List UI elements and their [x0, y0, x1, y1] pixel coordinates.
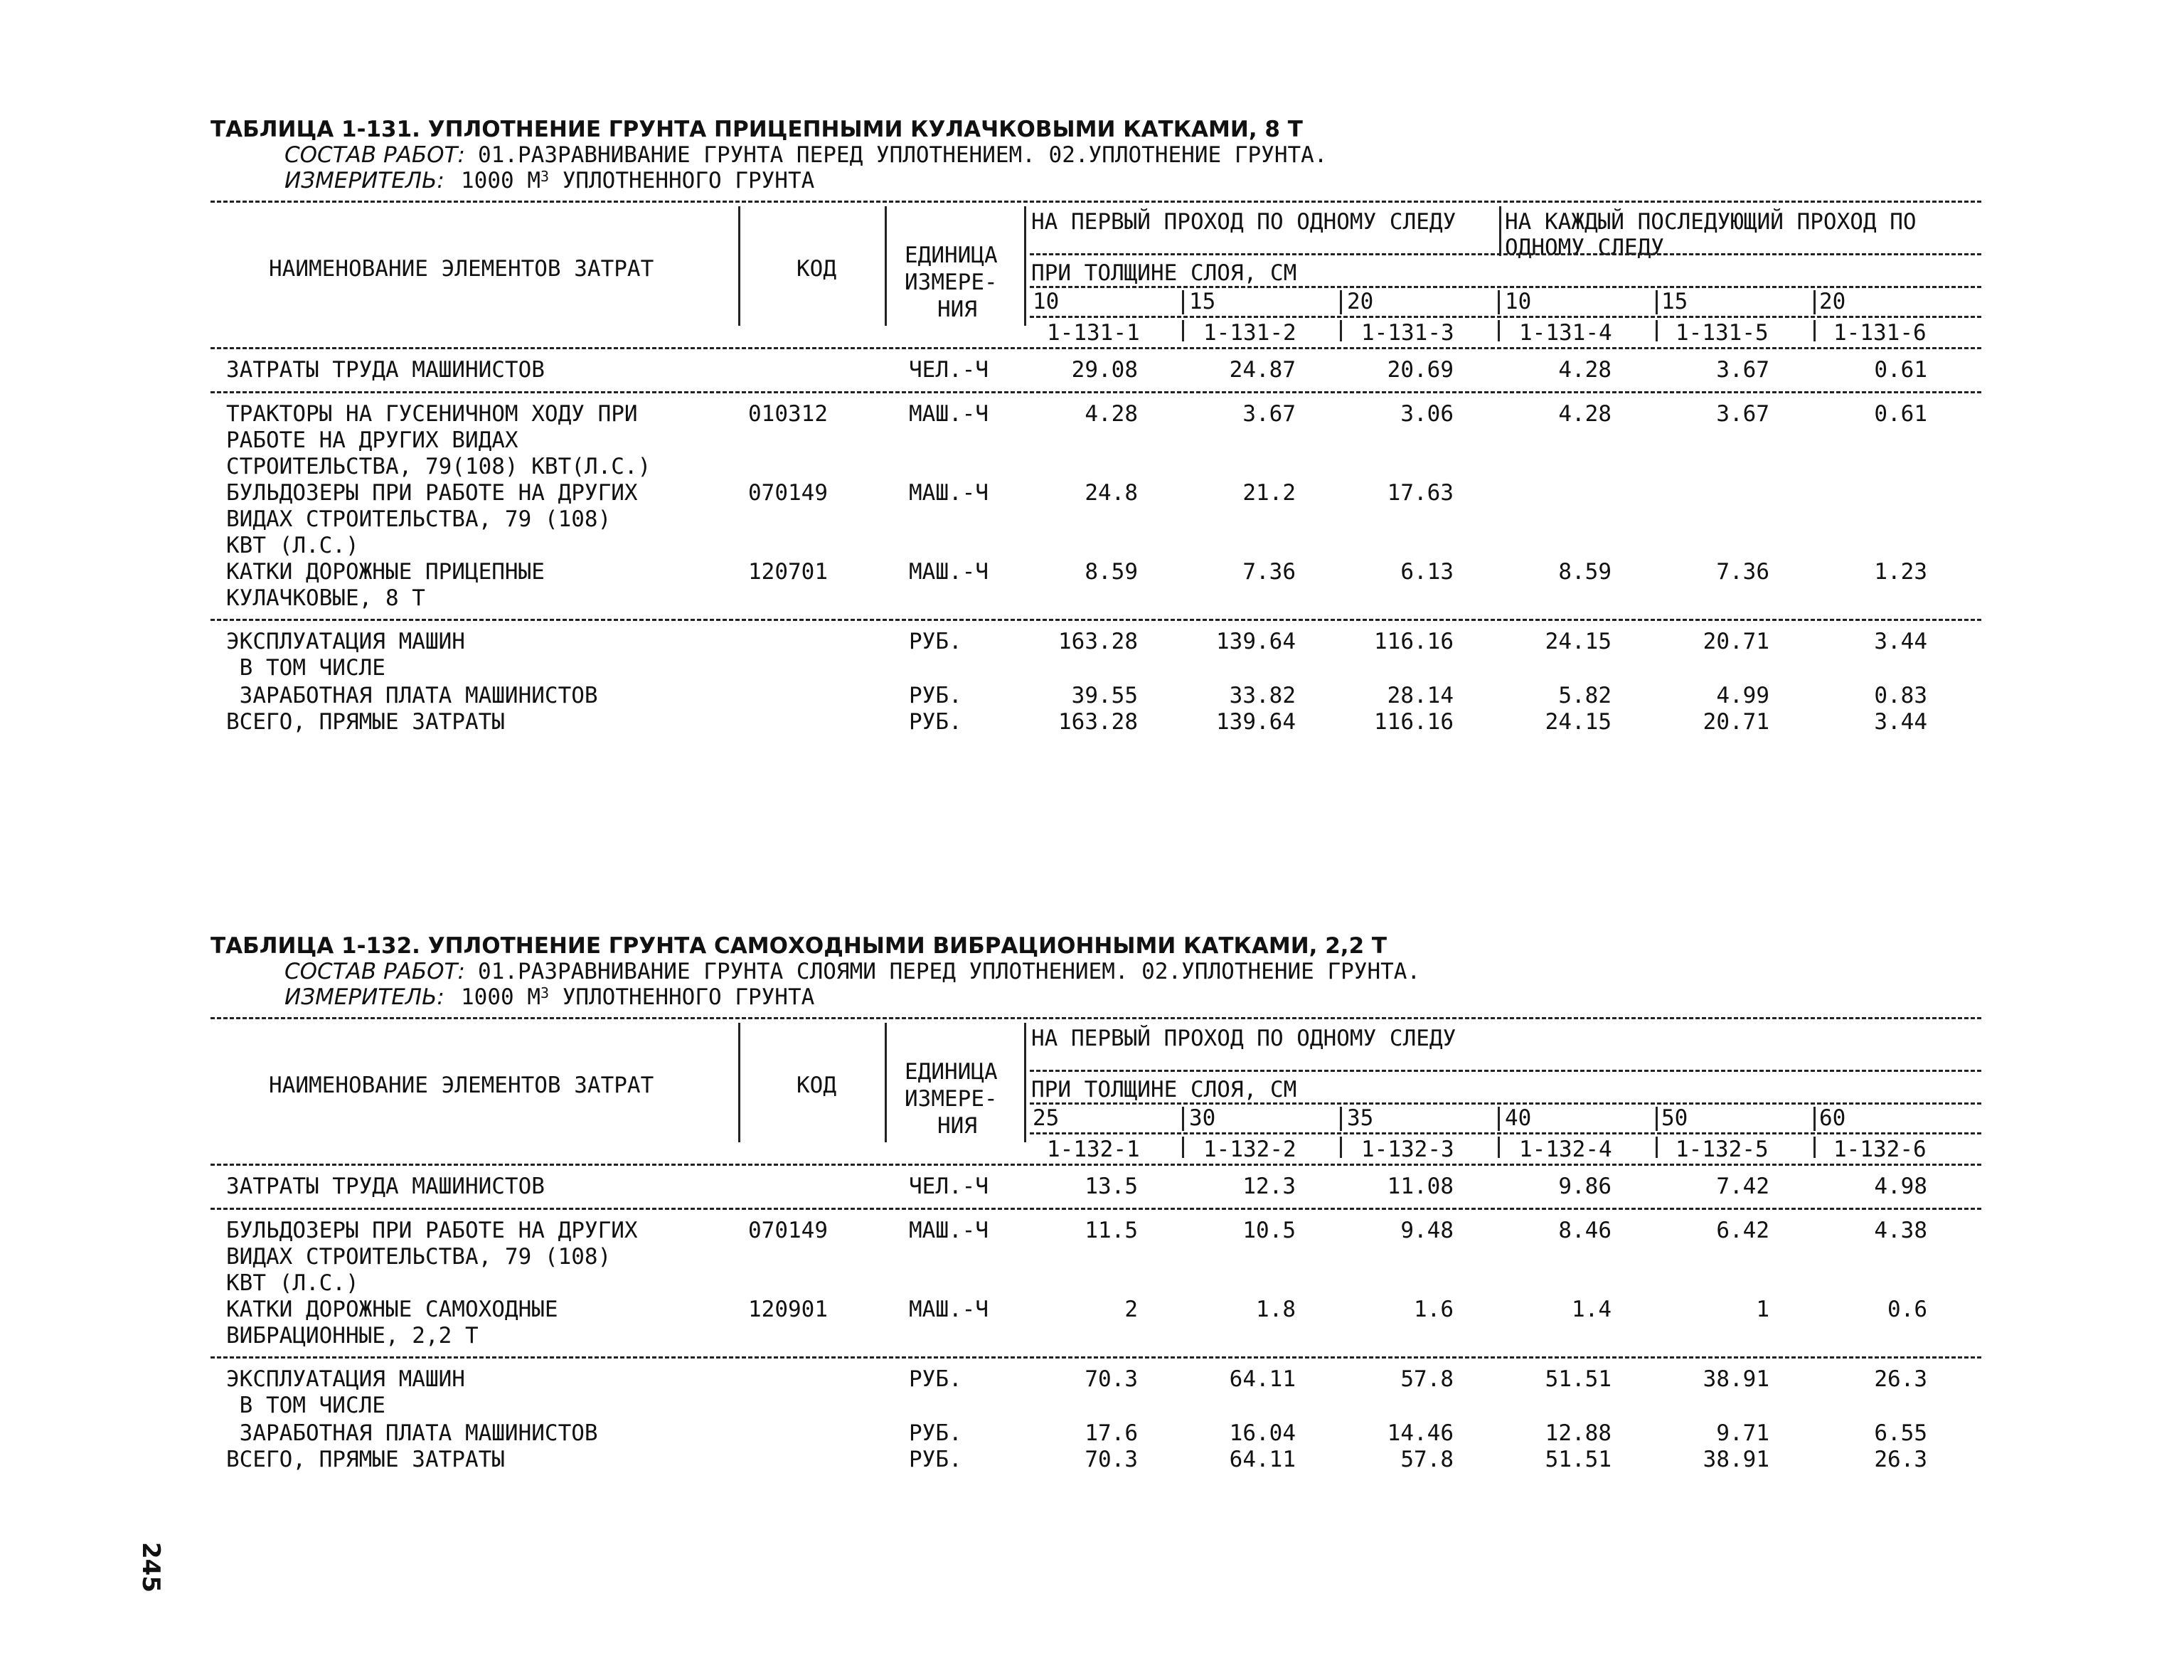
cell-value: 24.8	[1085, 480, 1138, 506]
column-separator	[1182, 1137, 1184, 1158]
header-name-column: НАИМЕНОВАНИЕ ЭЛЕМЕНТОВ ЗАТРАТ	[269, 256, 654, 282]
column-separator	[885, 1023, 887, 1142]
labor-row-unit: ЧЕЛ.-Ч	[909, 1174, 989, 1199]
cell-value: 12.88	[1545, 1420, 1612, 1446]
machine-name: ВИБРАЦИОННЫЕ, 2,2 Т	[226, 1323, 479, 1349]
machine-row-unit: МАШ.-Ч	[909, 480, 989, 506]
column-separator	[1813, 1137, 1816, 1158]
machine-row-code: 010312	[748, 401, 828, 427]
column-separator	[1182, 1107, 1184, 1131]
composition-label: СОСТАВ РАБОТ:	[284, 959, 465, 984]
total-row-name: В ТОМ ЧИСЛЕ	[226, 1393, 385, 1418]
cell-value: 70.3	[1085, 1447, 1138, 1472]
section-divider	[211, 391, 1981, 393]
table-header-border	[211, 1164, 1981, 1166]
cell-value: 5.82	[1558, 683, 1612, 708]
cell-value: 1.23	[1874, 559, 1927, 585]
cell-value: 39.55	[1071, 683, 1138, 708]
machine-row-unit: МАШ.-Ч	[909, 401, 989, 427]
thickness-value: 40	[1505, 1105, 1532, 1131]
cell-value: 3.44	[1874, 709, 1927, 735]
norm-code: 1-131-4	[1519, 320, 1612, 346]
column-separator	[738, 206, 740, 326]
header-unit-column: НИЯ	[937, 1113, 977, 1139]
total-row-name: ВСЕГО, ПРЯМЫЕ ЗАТРАТЫ	[226, 1447, 505, 1472]
cell-value: 4.28	[1558, 401, 1612, 427]
column-separator	[1340, 320, 1342, 341]
cell-value: 163.28	[1058, 629, 1138, 654]
composition-text: 01.РАЗРАВНИВАНИЕ ГРУНТА ПЕРЕД УПЛОТНЕНИЕМ. 02.УПЛОТНЕНИЕ ГРУНТА.	[478, 142, 1328, 168]
cell-value: 26.3	[1874, 1366, 1927, 1392]
measure-label: ИЗМЕРИТЕЛЬ:	[284, 168, 444, 193]
cell-value: 0.61	[1874, 357, 1927, 383]
machine-name: КАТКИ ДОРОЖНЫЕ САМОХОДНЫЕ	[226, 1297, 558, 1322]
cell-value: 38.91	[1703, 1447, 1769, 1472]
cell-value: 24.15	[1545, 629, 1612, 654]
machine-row-unit: МАШ.-Ч	[909, 1297, 989, 1322]
total-row-name: В ТОМ ЧИСЛЕ	[226, 655, 385, 681]
total-row-unit: РУБ.	[909, 1420, 962, 1446]
cell-value: 51.51	[1545, 1366, 1612, 1392]
cell-value: 1.8	[1256, 1297, 1296, 1322]
machine-name: БУЛЬДОЗЕРЫ ПРИ РАБОТЕ НА ДРУГИХ	[226, 480, 638, 506]
header-divider	[1030, 316, 1981, 318]
page-number: 245	[137, 1542, 165, 1593]
machine-name: КАТКИ ДОРОЖНЫЕ ПРИЦЕПНЫЕ	[226, 559, 545, 585]
measure-text: 1000 $М^3$ УПЛОТНЕННОГО ГРУНТА	[461, 984, 815, 1010]
cell-value: 14.46	[1387, 1420, 1454, 1446]
machine-name: ВИДАХ СТРОИТЕЛЬСТВА, 79 (108)	[226, 506, 612, 532]
header-unit-column: ИЗМЕРЕ-	[905, 1086, 998, 1112]
column-separator	[1182, 290, 1184, 314]
header-code-column: КОД	[797, 256, 836, 282]
machine-row-code: 120701	[748, 559, 828, 585]
machine-row-unit: МАШ.-Ч	[909, 559, 989, 585]
thickness-value: 60	[1819, 1105, 1846, 1131]
cell-value: 70.3	[1085, 1366, 1138, 1392]
cell-value: 3.67	[1716, 357, 1769, 383]
labor-row-unit: ЧЕЛ.-Ч	[909, 357, 989, 383]
thickness-value: 20	[1819, 289, 1846, 314]
cell-value: 163.28	[1058, 709, 1138, 735]
total-row-unit: РУБ.	[909, 709, 962, 735]
column-separator	[1813, 1107, 1816, 1131]
header-unit-column: ЕДИНИЦА	[905, 1059, 998, 1085]
measure-label: ИЗМЕРИТЕЛЬ:	[284, 984, 444, 1010]
header-unit-column: ИЗМЕРЕ-	[905, 270, 998, 296]
header-unit-column: ЕДИНИЦА	[905, 243, 998, 269]
cell-value: 7.36	[1242, 559, 1296, 585]
cell-value: 2	[1124, 1297, 1138, 1322]
machine-name: КВТ (Л.С.)	[226, 1270, 359, 1296]
cell-value: 20.71	[1703, 629, 1769, 654]
column-separator	[1498, 290, 1500, 314]
header-divider	[1030, 1102, 1981, 1105]
thickness-value: 15	[1661, 289, 1688, 314]
column-separator	[1499, 206, 1501, 256]
cell-value: 4.99	[1716, 683, 1769, 708]
measure-text: 1000 $М^3$ УПЛОТНЕННОГО ГРУНТА	[461, 168, 815, 193]
column-separator	[1813, 290, 1816, 314]
cell-value: 0.6	[1887, 1297, 1927, 1322]
composition-label: СОСТАВ РАБОТ:	[284, 142, 465, 168]
cell-value: 6.55	[1874, 1420, 1927, 1446]
cell-value: 116.16	[1374, 709, 1454, 735]
norm-code: 1-131-2	[1203, 320, 1296, 346]
norm-code: 1-131-3	[1361, 320, 1454, 346]
header-group-first-pass: НА ПЕРВЫЙ ПРОХОД ПО ОДНОМУ СЛЕДУ	[1031, 209, 1456, 235]
table-title: ТАБЛИЦА 1-132. УПЛОТНЕНИЕ ГРУНТА САМОХОДНЫМИ ВИБРАЦИОННЫМИ КАТКАМИ, 2,2 Т	[211, 933, 1387, 959]
cell-value: 28.14	[1387, 683, 1454, 708]
header-unit-column: НИЯ	[937, 297, 977, 323]
norm-code: 1-131-1	[1047, 320, 1140, 346]
total-row-name: ЗАРАБОТНАЯ ПЛАТА МАШИНИСТОВ	[226, 1420, 598, 1446]
norm-code: 1-131-5	[1676, 320, 1769, 346]
cell-value: 26.3	[1874, 1447, 1927, 1472]
header-group-next-pass: ОДНОМУ СЛЕДУ	[1505, 235, 1664, 260]
thickness-value: 50	[1661, 1105, 1688, 1131]
cell-value: 4.28	[1558, 357, 1612, 383]
total-row-name: ЭКСПЛУАТАЦИЯ МАШИН	[226, 629, 465, 654]
cell-value: 9.71	[1716, 1420, 1769, 1446]
column-separator	[1340, 1137, 1342, 1158]
norm-code: 1-132-1	[1047, 1137, 1140, 1162]
cell-value: 24.87	[1229, 357, 1296, 383]
header-divider	[1030, 1070, 1981, 1072]
column-separator	[1656, 1107, 1658, 1131]
cell-value: 33.82	[1229, 683, 1296, 708]
norm-code: 1-132-5	[1676, 1137, 1769, 1162]
cell-value: 12.3	[1242, 1174, 1296, 1199]
section-divider	[211, 619, 1981, 621]
column-separator	[1813, 320, 1816, 341]
cell-value: 13.5	[1085, 1174, 1138, 1199]
cell-value: 64.11	[1229, 1366, 1296, 1392]
thickness-value: 10	[1505, 289, 1532, 314]
cell-value: 139.64	[1216, 629, 1296, 654]
norm-code: 1-132-6	[1833, 1137, 1927, 1162]
column-separator	[1024, 206, 1026, 326]
column-separator	[1340, 1107, 1342, 1131]
cell-value: 57.8	[1400, 1447, 1454, 1472]
column-separator	[1498, 1107, 1500, 1131]
column-separator	[1340, 290, 1342, 314]
labor-row-name: ЗАТРАТЫ ТРУДА МАШИНИСТОВ	[226, 1174, 545, 1199]
table-top-border	[211, 1017, 1981, 1019]
total-row-unit: РУБ.	[909, 1447, 962, 1472]
cell-value: 8.59	[1558, 559, 1612, 585]
cell-value: 1.4	[1572, 1297, 1612, 1322]
cell-value: 7.42	[1716, 1174, 1769, 1199]
cell-value: 3.06	[1400, 401, 1454, 427]
cell-value: 3.67	[1716, 401, 1769, 427]
thickness-value: 20	[1347, 289, 1374, 314]
machine-row-code: 120901	[748, 1297, 828, 1322]
machine-name: ТРАКТОРЫ НА ГУСЕНИЧНОМ ХОДУ ПРИ	[226, 401, 638, 427]
cell-value: 139.64	[1216, 709, 1296, 735]
cell-value: 0.83	[1874, 683, 1927, 708]
cell-value: 3.67	[1242, 401, 1296, 427]
norm-code: 1-131-6	[1833, 320, 1927, 346]
cell-value: 4.28	[1085, 401, 1138, 427]
cell-value: 20.71	[1703, 709, 1769, 735]
section-divider	[211, 1208, 1981, 1210]
machine-name: РАБОТЕ НА ДРУГИХ ВИДАХ	[226, 427, 518, 453]
column-separator	[1656, 1137, 1658, 1158]
header-group-first-pass: НА ПЕРВЫЙ ПРОХОД ПО ОДНОМУ СЛЕДУ	[1031, 1026, 1456, 1051]
cell-value: 8.46	[1558, 1218, 1612, 1243]
cell-value: 29.08	[1071, 357, 1138, 383]
column-separator	[1656, 290, 1658, 314]
cell-value: 7.36	[1716, 559, 1769, 585]
cell-value: 1.6	[1414, 1297, 1454, 1322]
header-divider	[1030, 253, 1981, 255]
cell-value: 6.13	[1400, 559, 1454, 585]
cell-value: 57.8	[1400, 1366, 1454, 1392]
cell-value: 11.5	[1085, 1218, 1138, 1243]
cell-value: 38.91	[1703, 1366, 1769, 1392]
total-row-unit: РУБ.	[909, 1366, 962, 1392]
norm-code: 1-132-3	[1361, 1137, 1454, 1162]
machine-row-unit: МАШ.-Ч	[909, 1218, 989, 1243]
header-divider	[1030, 286, 1981, 288]
machine-row-code: 070149	[748, 1218, 828, 1243]
cell-value: 20.69	[1387, 357, 1454, 383]
norm-code: 1-132-4	[1519, 1137, 1612, 1162]
thickness-value: 15	[1189, 289, 1216, 314]
header-group-next-pass: НА КАЖДЫЙ ПОСЛЕДУЮЩИЙ ПРОХОД ПО	[1505, 209, 1917, 235]
cell-value: 10.5	[1242, 1218, 1296, 1243]
machine-name: БУЛЬДОЗЕРЫ ПРИ РАБОТЕ НА ДРУГИХ	[226, 1218, 638, 1243]
header-code-column: КОД	[797, 1073, 836, 1099]
thickness-value: 35	[1347, 1105, 1374, 1131]
cell-value: 17.6	[1085, 1420, 1138, 1446]
header-name-column: НАИМЕНОВАНИЕ ЭЛЕМЕНТОВ ЗАТРАТ	[269, 1073, 654, 1099]
header-divider	[1030, 1132, 1981, 1134]
table-header-border	[211, 347, 1981, 349]
cell-value: 116.16	[1374, 629, 1454, 654]
column-separator	[1498, 320, 1500, 341]
cell-value: 3.44	[1874, 629, 1927, 654]
machine-row-code: 070149	[748, 480, 828, 506]
labor-row-name: ЗАТРАТЫ ТРУДА МАШИНИСТОВ	[226, 357, 545, 383]
thickness-value: 10	[1033, 289, 1060, 314]
total-row-name: ЭКСПЛУАТАЦИЯ МАШИН	[226, 1366, 465, 1392]
column-separator	[1498, 1137, 1500, 1158]
column-separator	[1024, 1023, 1026, 1142]
machine-name: СТРОИТЕЛЬСТВА, 79(108) КВТ(Л.С.)	[226, 454, 651, 479]
machine-name: ВИДАХ СТРОИТЕЛЬСТВА, 79 (108)	[226, 1244, 612, 1270]
cell-value: 0.61	[1874, 401, 1927, 427]
total-row-name: ВСЕГО, ПРЯМЫЕ ЗАТРАТЫ	[226, 709, 505, 735]
header-thickness: ПРИ ТОЛЩИНЕ СЛОЯ, СМ	[1031, 260, 1297, 286]
cell-value: 9.48	[1400, 1218, 1454, 1243]
column-separator	[885, 206, 887, 326]
cell-value: 21.2	[1242, 480, 1296, 506]
cell-value: 11.08	[1387, 1174, 1454, 1199]
thickness-value: 30	[1189, 1105, 1216, 1131]
column-separator	[738, 1023, 740, 1142]
machine-name: КУЛАЧКОВЫЕ, 8 Т	[226, 585, 425, 611]
cell-value: 24.15	[1545, 709, 1612, 735]
cell-value: 4.98	[1874, 1174, 1927, 1199]
table-top-border	[211, 201, 1981, 203]
section-divider	[211, 1356, 1981, 1359]
thickness-value: 25	[1033, 1105, 1060, 1131]
column-separator	[1182, 320, 1184, 341]
machine-name: КВТ (Л.С.)	[226, 533, 359, 558]
norm-code: 1-132-2	[1203, 1137, 1296, 1162]
cell-value: 4.38	[1874, 1218, 1927, 1243]
header-thickness: ПРИ ТОЛЩИНЕ СЛОЯ, СМ	[1031, 1077, 1297, 1102]
total-row-unit: РУБ.	[909, 629, 962, 654]
cell-value: 17.63	[1387, 480, 1454, 506]
total-row-name: ЗАРАБОТНАЯ ПЛАТА МАШИНИСТОВ	[226, 683, 598, 708]
cell-value: 51.51	[1545, 1447, 1612, 1472]
composition-text: 01.РАЗРАВНИВАНИЕ ГРУНТА СЛОЯМИ ПЕРЕД УПЛОТНЕНИЕМ. 02.УПЛОТНЕНИЕ ГРУНТА.	[478, 959, 1421, 984]
cell-value: 1	[1756, 1297, 1769, 1322]
cell-value: 8.59	[1085, 559, 1138, 585]
cell-value: 16.04	[1229, 1420, 1296, 1446]
column-separator	[1656, 320, 1658, 341]
cell-value: 9.86	[1558, 1174, 1612, 1199]
total-row-unit: РУБ.	[909, 683, 962, 708]
cell-value: 64.11	[1229, 1447, 1296, 1472]
table-title: ТАБЛИЦА 1-131. УПЛОТНЕНИЕ ГРУНТА ПРИЦЕПНЫМИ КУЛАЧКОВЫМИ КАТКАМИ, 8 Т	[211, 117, 1303, 142]
cell-value: 6.42	[1716, 1218, 1769, 1243]
